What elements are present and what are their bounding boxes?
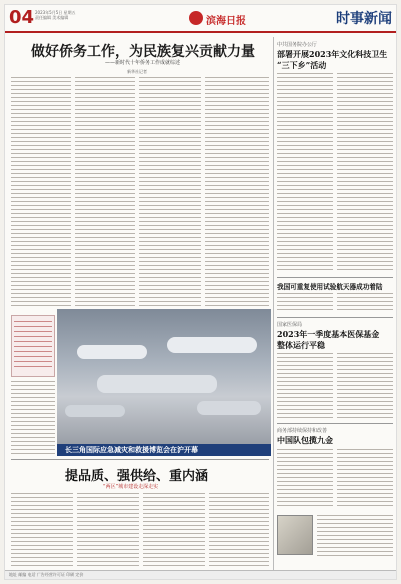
right-story3-col-2 [337, 353, 393, 419]
right-bottom-text [317, 515, 393, 559]
paper-logo [189, 11, 247, 27]
lead-subtitle: ——新时代十年侨务工作成就综述 [105, 60, 181, 66]
bottom-column-3 [143, 493, 205, 569]
logo-emblem-icon [189, 11, 203, 25]
right-story3-headline: 2023年一季度基本医保基金 [277, 329, 380, 339]
right-story2-headline: 我国可重复使用试验航天器成功着陆 [277, 283, 383, 291]
column-divider [273, 37, 274, 577]
page-footer [5, 570, 397, 579]
right-story3-headline-line2: 整体运行平稳 [277, 340, 325, 350]
right-story1-kicker: 中共国务院办公厅 [277, 42, 318, 48]
right-story4-col-2 [337, 449, 393, 509]
right-story1-col-2 [337, 73, 393, 273]
side-column-text [11, 381, 55, 457]
right-story3-kicker: 国家医保局 [277, 322, 303, 328]
right-rule-1 [277, 277, 393, 278]
lead-column-4 [205, 77, 269, 307]
lead-column-3 [139, 77, 201, 307]
right-rule-2 [277, 317, 393, 318]
masthead [5, 5, 397, 33]
bottom-column-1 [11, 493, 73, 569]
right-story1-headline: 部署开展2023年文化科技卫生 [277, 49, 388, 59]
lead-column-2 [75, 77, 135, 307]
section-title: 时事新闻 [336, 11, 392, 27]
lead-headline: 做好侨务工作，为民族复兴贡献力量 [31, 44, 255, 60]
issue-info [35, 10, 76, 20]
lead-byline: 新华社记者 [127, 69, 147, 74]
footer-text: 地址 邮编 电话 广告经营许可证 印刷 定价 [9, 572, 84, 577]
right-story1-col-1 [277, 73, 333, 273]
newspaper-page [4, 4, 397, 580]
issue-date: 2023年5月5日 星期五 [35, 10, 76, 15]
bottom-story-headline: 提品质、强供给、重内涵 [65, 469, 209, 484]
right-story4-headline: 中国队包揽九金 [277, 435, 333, 445]
expo-photo [57, 309, 271, 444]
right-story4-kicker: 商务部持续保持和改善 [277, 428, 328, 434]
lead-column-1 [11, 77, 71, 307]
page-number: 04 [9, 7, 35, 28]
right-thumbnail-image [277, 515, 313, 555]
right-story2-col-2 [337, 293, 393, 313]
photo-caption: 长三角国际应急减灾和救援博览会在沪开幕 [65, 446, 198, 454]
right-rule-3 [277, 423, 393, 424]
right-story4-col-1 [277, 449, 333, 509]
bottom-column-2 [77, 493, 139, 569]
bottom-story-subtitle: “两区”城市建设走深走实 [103, 484, 159, 490]
paper-name: 滨海日报 [206, 16, 246, 27]
right-story3-col-1 [277, 353, 333, 419]
bottom-story-rule [11, 459, 269, 460]
bottom-column-4 [209, 493, 269, 569]
issue-editors: 责任编辑 美术编辑 [35, 15, 69, 20]
right-story2-col-1 [277, 293, 333, 313]
side-illustration-text [14, 321, 52, 369]
right-story1-headline-line2: “三下乡”活动 [277, 60, 327, 70]
